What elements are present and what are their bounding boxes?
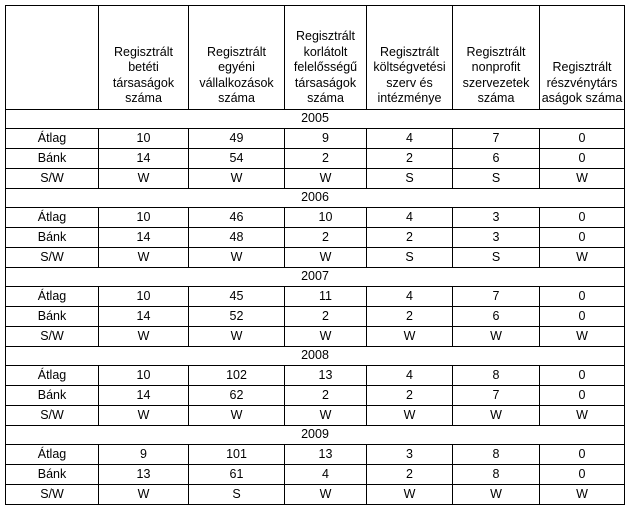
table-cell: W: [285, 169, 367, 189]
table-row: [6, 366, 625, 386]
year-label: 2006: [6, 189, 625, 208]
column-header-line: Regisztrált: [466, 44, 526, 59]
table-cell: W: [367, 406, 453, 426]
table-cell: 13: [99, 465, 189, 485]
column-header-line: szerv és: [386, 75, 433, 90]
table-cell: 54: [189, 149, 285, 169]
table-cell: W: [453, 485, 540, 505]
column-header-line: Regisztrált: [113, 44, 174, 59]
column-header: [367, 6, 453, 110]
table-cell: 0: [540, 149, 625, 169]
table-cell: W: [189, 248, 285, 268]
year-row: [6, 268, 625, 287]
column-header-line: nonprofit: [471, 60, 521, 75]
table-cell: W: [540, 169, 625, 189]
row-label: Bánk: [6, 149, 99, 169]
table-cell: W: [453, 406, 540, 426]
table-cell: 45: [189, 287, 285, 307]
row-label: S/W: [6, 248, 99, 268]
column-header: [189, 6, 285, 110]
table-cell: 102: [189, 366, 285, 386]
table-row: [6, 307, 625, 327]
table-cell: 4: [367, 208, 453, 228]
table-cell: 14: [99, 386, 189, 406]
column-header-line: száma: [477, 91, 515, 106]
table-cell: 48: [189, 228, 285, 248]
table-cell: S: [189, 485, 285, 505]
table-cell: 2: [285, 228, 367, 248]
table-cell: 9: [285, 129, 367, 149]
year-label: 2005: [6, 110, 625, 129]
row-label: Bánk: [6, 307, 99, 327]
table-cell: 4: [367, 129, 453, 149]
table-cell: W: [367, 327, 453, 347]
year-label: 2009: [6, 426, 625, 445]
column-header-line: felelősségű: [293, 60, 358, 75]
column-header-line: társaságok: [294, 75, 357, 90]
table-cell: W: [99, 169, 189, 189]
table-cell: 0: [540, 287, 625, 307]
row-label: Bánk: [6, 386, 99, 406]
table-cell: 3: [453, 208, 540, 228]
table-cell: 2: [367, 149, 453, 169]
table-cell: 46: [189, 208, 285, 228]
row-label: S/W: [6, 169, 99, 189]
year-row: [6, 189, 625, 208]
row-label: S/W: [6, 485, 99, 505]
table-cell: W: [540, 248, 625, 268]
column-header-line: Regisztrált: [379, 44, 440, 59]
table-row: [6, 406, 625, 426]
column-header-line: száma: [125, 91, 162, 106]
table-cell: 0: [540, 465, 625, 485]
table-cell: 8: [453, 465, 540, 485]
column-header-line: Regisztrált: [206, 44, 267, 59]
table-cell: 0: [540, 307, 625, 327]
table-cell: 14: [99, 149, 189, 169]
table-row: [6, 327, 625, 347]
column-header-line: szervezetek: [462, 75, 530, 90]
row-label: Átlag: [6, 366, 99, 386]
table-cell: W: [540, 406, 625, 426]
table-row: [6, 149, 625, 169]
table-cell: 2: [367, 465, 453, 485]
column-header-line: száma: [307, 91, 344, 106]
table-cell: W: [367, 485, 453, 505]
table-cell: 8: [453, 445, 540, 465]
column-header: [453, 6, 540, 110]
table-cell: 7: [453, 287, 540, 307]
table-cell: W: [285, 327, 367, 347]
column-header-line: intézménye: [377, 91, 442, 106]
year-row: [6, 110, 625, 129]
row-label: Átlag: [6, 208, 99, 228]
table-cell: W: [540, 327, 625, 347]
column-header-line: Regisztrált: [295, 28, 356, 43]
table-cell: 4: [367, 287, 453, 307]
table-cell: 0: [540, 228, 625, 248]
table-cell: 6: [453, 307, 540, 327]
table-cell: 4: [367, 366, 453, 386]
table-cell: 0: [540, 386, 625, 406]
table-cell: 14: [99, 307, 189, 327]
table-row: [6, 208, 625, 228]
table-cell: 2: [367, 386, 453, 406]
table-row: [6, 248, 625, 268]
column-header: [99, 6, 189, 110]
table-cell: W: [189, 327, 285, 347]
table-cell: W: [99, 485, 189, 505]
table-row: [6, 485, 625, 505]
table-row: [6, 169, 625, 189]
row-label: Átlag: [6, 287, 99, 307]
row-label: Bánk: [6, 465, 99, 485]
statistics-table: [5, 5, 625, 505]
table-cell: 10: [99, 287, 189, 307]
column-header-line: vállalkozások: [199, 75, 274, 90]
table-cell: S: [453, 169, 540, 189]
year-label: 2008: [6, 347, 625, 366]
column-header: [540, 6, 625, 110]
table-cell: 49: [189, 129, 285, 149]
table-cell: 2: [285, 307, 367, 327]
table-cell: 2: [367, 307, 453, 327]
table-cell: 3: [453, 228, 540, 248]
table-cell: 52: [189, 307, 285, 327]
column-header-line: egyéni: [218, 60, 255, 75]
table-row: [6, 228, 625, 248]
table-cell: W: [540, 485, 625, 505]
column-header-line: aságok száma: [541, 91, 623, 106]
table-cell: 10: [285, 208, 367, 228]
table-cell: W: [453, 327, 540, 347]
table-cell: W: [189, 169, 285, 189]
table-cell: 2: [285, 149, 367, 169]
table-cell: 7: [453, 129, 540, 149]
column-header-line: betéti: [128, 60, 159, 75]
table-cell: 2: [285, 386, 367, 406]
table-cell: S: [367, 169, 453, 189]
table-row: [6, 287, 625, 307]
year-row: [6, 347, 625, 366]
table-cell: S: [453, 248, 540, 268]
column-header-line: részvénytárs: [546, 75, 618, 90]
table-cell: W: [285, 248, 367, 268]
table-container: [5, 5, 625, 505]
table-cell: W: [99, 248, 189, 268]
table-cell: 101: [189, 445, 285, 465]
table-cell: 4: [285, 465, 367, 485]
table-cell: 9: [99, 445, 189, 465]
header-cell-empty: [6, 6, 99, 110]
column-header: [285, 6, 367, 110]
column-header-line: korlátolt: [303, 44, 348, 59]
table-body: [6, 110, 625, 505]
row-label: Bánk: [6, 228, 99, 248]
column-header-line: társaságok: [112, 75, 175, 90]
row-label: Átlag: [6, 445, 99, 465]
table-cell: S: [367, 248, 453, 268]
table-cell: 10: [99, 129, 189, 149]
table-cell: W: [285, 406, 367, 426]
table-cell: 10: [99, 208, 189, 228]
table-row: [6, 465, 625, 485]
table-row: [6, 129, 625, 149]
table-cell: 7: [453, 386, 540, 406]
table-cell: W: [99, 406, 189, 426]
table-cell: 0: [540, 208, 625, 228]
table-cell: 2: [367, 228, 453, 248]
table-cell: 0: [540, 129, 625, 149]
table-cell: 0: [540, 445, 625, 465]
table-cell: 3: [367, 445, 453, 465]
year-row: [6, 426, 625, 445]
year-label: 2007: [6, 268, 625, 287]
table-cell: W: [285, 485, 367, 505]
table-cell: W: [99, 327, 189, 347]
table-cell: 14: [99, 228, 189, 248]
row-label: S/W: [6, 327, 99, 347]
table-cell: W: [189, 406, 285, 426]
table-row: [6, 445, 625, 465]
table-cell: 13: [285, 366, 367, 386]
column-header-line: Regisztrált: [552, 60, 612, 75]
column-header-line: költségvetési: [373, 60, 446, 75]
table-cell: 13: [285, 445, 367, 465]
table-cell: 61: [189, 465, 285, 485]
table-cell: 62: [189, 386, 285, 406]
header-row: [6, 6, 625, 110]
row-label: Átlag: [6, 129, 99, 149]
row-label: S/W: [6, 406, 99, 426]
table-row: [6, 386, 625, 406]
table-cell: 10: [99, 366, 189, 386]
table-cell: 11: [285, 287, 367, 307]
table-cell: 0: [540, 366, 625, 386]
column-header-line: száma: [218, 91, 255, 106]
table-cell: 6: [453, 149, 540, 169]
table-cell: 8: [453, 366, 540, 386]
